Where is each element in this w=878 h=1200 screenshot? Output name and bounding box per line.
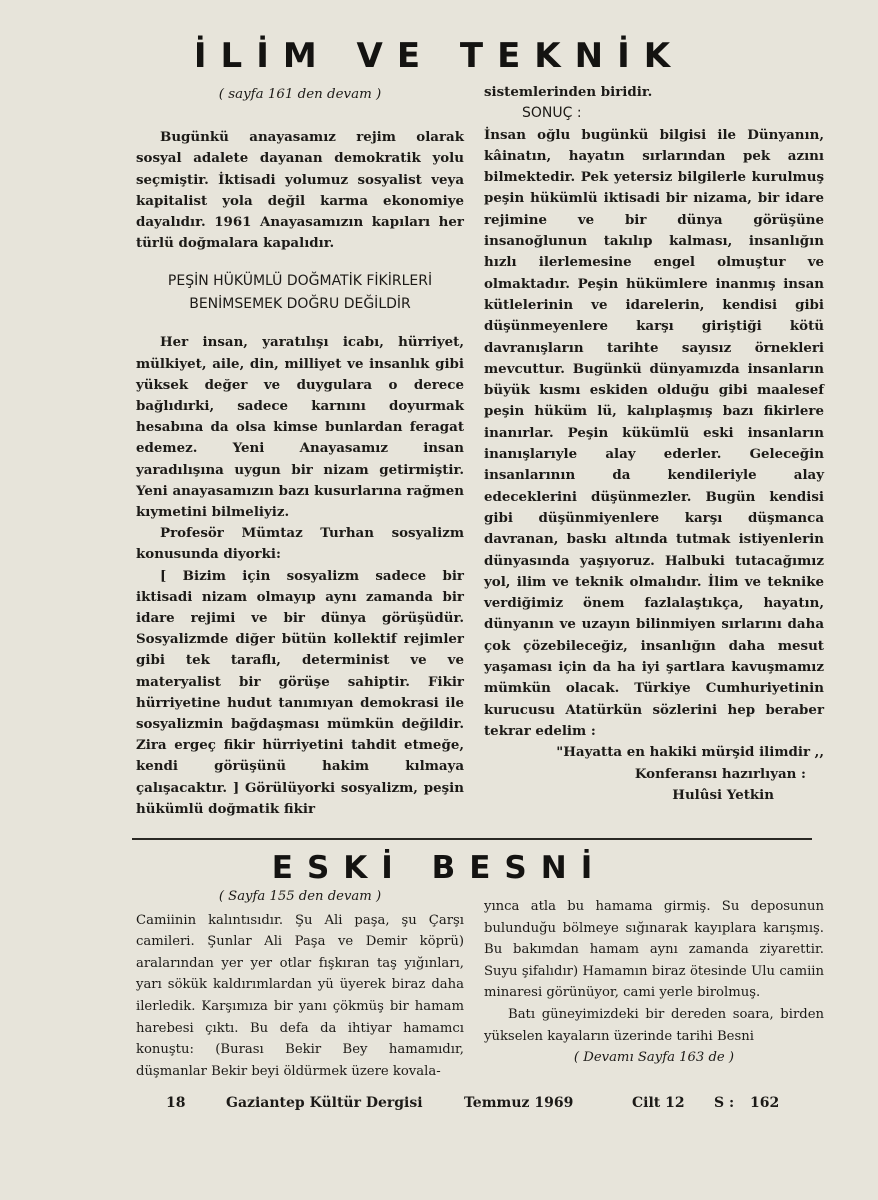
body-paragraph: Profesör Mümtaz Turhan sosyalizm konusunda diyorki: bbox=[136, 525, 464, 563]
subheading: PEŞİN HÜKÜMLÜ DOĞMATİK FİKİRLERİ BENİMSEMEK DOĞRU DEĞİLDİR bbox=[167, 273, 433, 313]
signature-label: Konferansı hazırlıyan : bbox=[634, 765, 806, 782]
conclusion-heading: SONUÇ : bbox=[522, 105, 582, 122]
issue-label: S : bbox=[714, 1095, 735, 1111]
body-paragraph: Her insan, yaratılışı icabı, hürriyet, mülkiyet, aile, din, milliyet ve insanlık gibi yüksek değer ve duygulara o derece bağlıdırki, sadece karnını doyurmak hesabına da olsa kimse bunlardan feragat edemez. Yeni Anayasamız insan yaradılışına uygun bir nizam getirmiştir. Yeni anayasamızın bazı kusurlarına rağmen kıymetini bilmeliyiz. bbox=[136, 334, 464, 521]
body-paragraph: Bugünkü anayasamız rejim olarak sosyal adalete dayanan demokratik yolu seçmiştir. İktisadi yolumuz sosyalist veya kapitalist yola değil karma ekonomiye dayalıdır. 1961 Anayasamızın kapıları her türlü doğmalara kapalıdır. bbox=[136, 129, 464, 252]
page-number: 18 bbox=[166, 1095, 186, 1111]
besni-left-column bbox=[136, 886, 464, 1082]
besni-right-column bbox=[484, 896, 824, 1071]
body-paragraph: sistemlerinden biridir. bbox=[484, 84, 653, 100]
volume-label: Cilt 12 bbox=[632, 1095, 685, 1111]
ataturk-quote: "Hayatta en hakiki mürşid ilimdir ,, bbox=[556, 744, 824, 761]
issue-number: 162 bbox=[750, 1095, 780, 1111]
continued-note: ( sayfa 161 den devam ) bbox=[218, 87, 382, 102]
body-paragraph: yınca atla bu hamama girmiş. Su deposunun bulunduğu bölmeye sığınarak kayıplara karışmış. Bu bakımdan hamam aynı zamanda ziyarettir. Suyu şifalıdır) Hamamın biraz ötesinde Ulu camiin minaresi görünüyor, cami yerle birolmuş. bbox=[484, 899, 824, 1001]
author-name: Hulûsi Yetkin bbox=[672, 786, 774, 803]
issue-date: Temmuz 1969 bbox=[464, 1095, 574, 1111]
section-divider bbox=[132, 838, 812, 840]
body-paragraph: Camiinin kalıntısıdır. Şu Ali paşa, şu Çarşı camileri. Şunlar Ali Paşa ve Demir köprü) aralarından yer yer otlar fışkıran taş yığınları, yarı sökük kaldırımlardan yü üyerek biraz daha ilerledik. Karşımıza bir yanı çökmüş bir hamam harebesi çıktı. Bu defa da ihtiyar hamamcı konuştu: (Burası Bekir Bey hamamıdır, düşmanlar Bekir beyi öldürmek üzere kovala- bbox=[136, 912, 464, 1079]
journal-name: Gaziantep Kültür Dergisi bbox=[226, 1095, 423, 1111]
ilim-left-column bbox=[136, 84, 464, 820]
ilim-right-column bbox=[484, 82, 824, 806]
body-paragraph: İnsan oğlu bugünkü bilgisi ile Dünyanın, kâinatın, hayatın sırlarından pek azını bilmektedir. Pek yetersiz bilgilerle kurulmuş peşin hükümlü iktisadi bir nizama, bir idare rejimine ve bir dünya görüşüne insanoğlunun takılıp kalması, insanlığın hızlı ilerlemesine engel olmuştur ve olmaktadır. Peşin hükümlere inanmış insan kütlelerinin ve idarelerin, kendisi gibi düşünmeyenlere karşı giriştiği kötü davranışların tarihte sayısız örnekleri mevcuttur. Bugünkü dünyamızda insanların büyük kısmı eskiden olduğu gibi maalesef peşin hüküm lü, kalıplaşmış bazı fikirlere inanırlar. Peşin kükümlü eski insanların inanışlarıyle alay ederler. Geleceğin insanlarının da kendileriyle alay edeceklerini düşünmezler. Bugün kendisi gibi düşünmiyenlere karşı düşmanca davranan, baskı altında tutmak istiyenlerin dünyasında yaşıyoruz. Halbuki tutacağımız yol, ilim ve teknik olmalıdır. İlim ve teknike verdiğimiz önem fazlalaştıkça, hayatın, dünyanın ve uzayın bilinmiyen sırlarını daha çok çözebileceğiz, insanlığın daha mesut yaşaması için da ha iyi şartlara kavuşmamız mümkün olacak. Türkiye Cumhuriyetinin kurucusu Atatürkün sözlerini hep beraber tekrar edelim : bbox=[484, 126, 824, 739]
body-paragraph: Batı güneyimizdeki bir dereden soara, birden yükselen kayaların üzerinde tarihi Besni bbox=[484, 1006, 824, 1044]
quote-paragraph: [ Bizim için sosyalizm sadece bir iktisadi nizam olmayıp aynı zamanda bir idare rejimi ve bir dünya görüşüdür. Sosyalizmde diğer bütün kollektif rejimler gibi tek taraflı, determinist ve ve materyalist bir görüşe sahiptir. Fikir hürriyetine hudut tanımıyan demokrasi ile sosyalizmin bağdaşması mümkün değildir. Zira ergeç fikir hürriyetini tahdit etmeğe, kendi görüşünü hakim kılmaya çalışacaktır. ] Görülüyorki sosyalizm, peşin hükümlü doğmatik fikir bbox=[136, 567, 464, 817]
section-title-eski-besni: ESKİ BESNİ bbox=[271, 850, 607, 886]
continued-note: ( Sayfa 155 den devam ) bbox=[218, 889, 382, 904]
continued-note: ( Devamı Sayfa 163 de ) bbox=[573, 1050, 735, 1066]
section-title-ilim-ve-teknik: İLİM VE TEKNİK bbox=[193, 36, 685, 76]
